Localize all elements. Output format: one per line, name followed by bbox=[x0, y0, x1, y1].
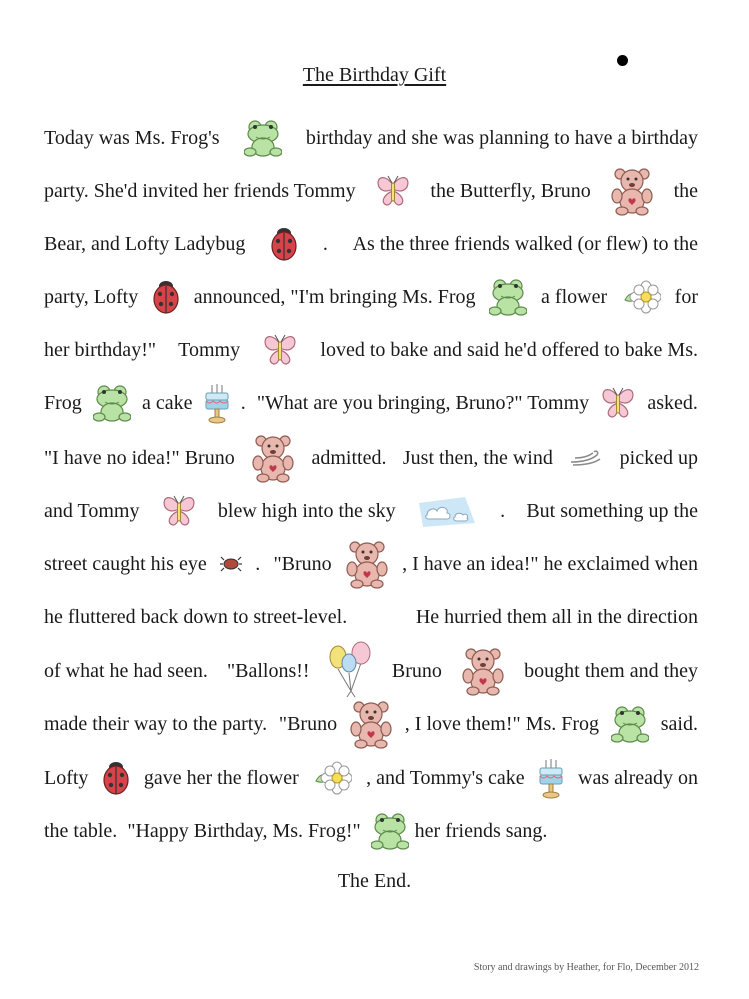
frog-icon bbox=[244, 118, 282, 158]
story-text: gave her the flower bbox=[143, 766, 299, 789]
story-line-6 bbox=[44, 377, 698, 429]
story-text: . bbox=[322, 232, 328, 255]
story-text: made their way to the party. bbox=[44, 712, 268, 735]
story-text: "I have no idea!" Bruno bbox=[44, 446, 235, 469]
story-line-12 bbox=[44, 698, 698, 750]
frog-icon bbox=[489, 277, 527, 317]
story-text: party, Lofty bbox=[44, 285, 139, 308]
story-line-4 bbox=[44, 271, 698, 323]
story-text: Lofty bbox=[44, 766, 89, 789]
story-line-8 bbox=[44, 485, 698, 537]
story-text: announced, "I'm bringing Ms. Frog bbox=[193, 285, 476, 308]
story-text: a cake bbox=[142, 391, 193, 414]
story-text: party. She'd invited her friends Tommy bbox=[44, 179, 356, 202]
story-text: Tommy bbox=[178, 338, 241, 361]
story-text: her birthday!" bbox=[44, 338, 157, 361]
story-line-13 bbox=[44, 752, 698, 804]
story-text: her friends sang. bbox=[414, 819, 548, 842]
butterfly-icon bbox=[600, 385, 636, 421]
bug-icon bbox=[220, 556, 242, 572]
butterfly-icon bbox=[375, 173, 411, 209]
story-line-14 bbox=[44, 805, 698, 857]
story-text: the bbox=[673, 179, 698, 202]
story-line-11 bbox=[44, 645, 698, 697]
butterfly-icon bbox=[161, 493, 197, 529]
ladybug-icon bbox=[102, 761, 130, 795]
story-line-9 bbox=[44, 538, 698, 590]
story-text: "Ballons!! bbox=[226, 659, 310, 682]
cloud-icon bbox=[417, 493, 479, 529]
story-line-7 bbox=[44, 432, 698, 484]
story-text: blew high into the sky bbox=[217, 499, 396, 522]
ladybug-icon bbox=[270, 227, 298, 261]
story-text: . bbox=[255, 552, 261, 575]
story-text: admitted. bbox=[311, 446, 387, 469]
credit-line: Story and drawings by Heather, for Flo, December 2012 bbox=[473, 962, 699, 973]
story-text: asked. bbox=[647, 391, 698, 414]
story-text: said. bbox=[660, 712, 698, 735]
story-text: he fluttered back down to street-level. bbox=[44, 605, 348, 628]
balloons-icon bbox=[329, 641, 373, 701]
story-text: "What are you bringing, Bruno?" Tommy bbox=[256, 391, 590, 414]
story-text: Frog bbox=[44, 391, 82, 414]
story-text: , I have an idea!" he exclaimed when bbox=[402, 552, 698, 575]
bear-icon bbox=[251, 433, 295, 483]
story-text: was already on bbox=[578, 766, 698, 789]
story-text: . bbox=[500, 499, 506, 522]
story-text: the table. bbox=[44, 819, 118, 842]
bear-icon bbox=[349, 699, 393, 749]
cake-icon bbox=[204, 382, 230, 424]
story-text: Today was Ms. Frog's bbox=[44, 126, 220, 149]
story-text: Bruno bbox=[391, 659, 442, 682]
story-line-2 bbox=[44, 165, 698, 217]
flower-icon bbox=[312, 761, 352, 795]
frog-icon bbox=[371, 811, 409, 851]
wind-icon bbox=[569, 447, 603, 469]
story-line-5 bbox=[44, 324, 698, 376]
bear-icon bbox=[345, 539, 389, 589]
story-text: As the three friends walked (or flew) to the bbox=[352, 232, 698, 255]
story-text: for bbox=[674, 285, 698, 308]
story-text: . bbox=[240, 391, 246, 414]
story-line-10 bbox=[44, 591, 698, 643]
story-text: , I love them!" Ms. Frog bbox=[404, 712, 600, 735]
butterfly-icon bbox=[262, 332, 298, 368]
story-text: a flower bbox=[541, 285, 608, 308]
story-text: Bear, and Lofty Ladybug bbox=[44, 232, 246, 255]
story-title: The Birthday Gift bbox=[302, 64, 447, 86]
bear-icon bbox=[610, 166, 654, 216]
frog-icon bbox=[93, 383, 131, 423]
story-text: of what he had seen. bbox=[44, 659, 208, 682]
the-end-text: The End. bbox=[337, 870, 412, 892]
story-text: , and Tommy's cake bbox=[366, 766, 525, 789]
story-text: But something up the bbox=[526, 499, 698, 522]
story-text: birthday and she was planning to have a birthday bbox=[305, 126, 698, 149]
frog-icon bbox=[611, 704, 649, 744]
story-text: street caught his eye bbox=[44, 552, 207, 575]
story-text: He hurried them all in the direction bbox=[415, 605, 698, 628]
story-line-1 bbox=[44, 112, 698, 164]
story-line-3 bbox=[44, 218, 698, 270]
flower-icon bbox=[621, 280, 661, 314]
story-text: "Bruno bbox=[278, 712, 338, 735]
story-text: loved to bake and said he'd offered to bake Ms. bbox=[320, 338, 698, 361]
story-text: "Happy Birthday, Ms. Frog!" bbox=[127, 819, 361, 842]
ladybug-icon bbox=[152, 280, 180, 314]
story-text: "Bruno bbox=[273, 552, 332, 575]
story-text: picked up bbox=[619, 446, 698, 469]
story-text: Just then, the wind bbox=[402, 446, 553, 469]
bear-icon bbox=[461, 646, 505, 696]
story-text: the Butterfly, Bruno bbox=[430, 179, 591, 202]
story-text: and Tommy bbox=[44, 499, 140, 522]
story-text: bought them and they bbox=[524, 659, 698, 682]
cake-icon bbox=[538, 757, 564, 799]
